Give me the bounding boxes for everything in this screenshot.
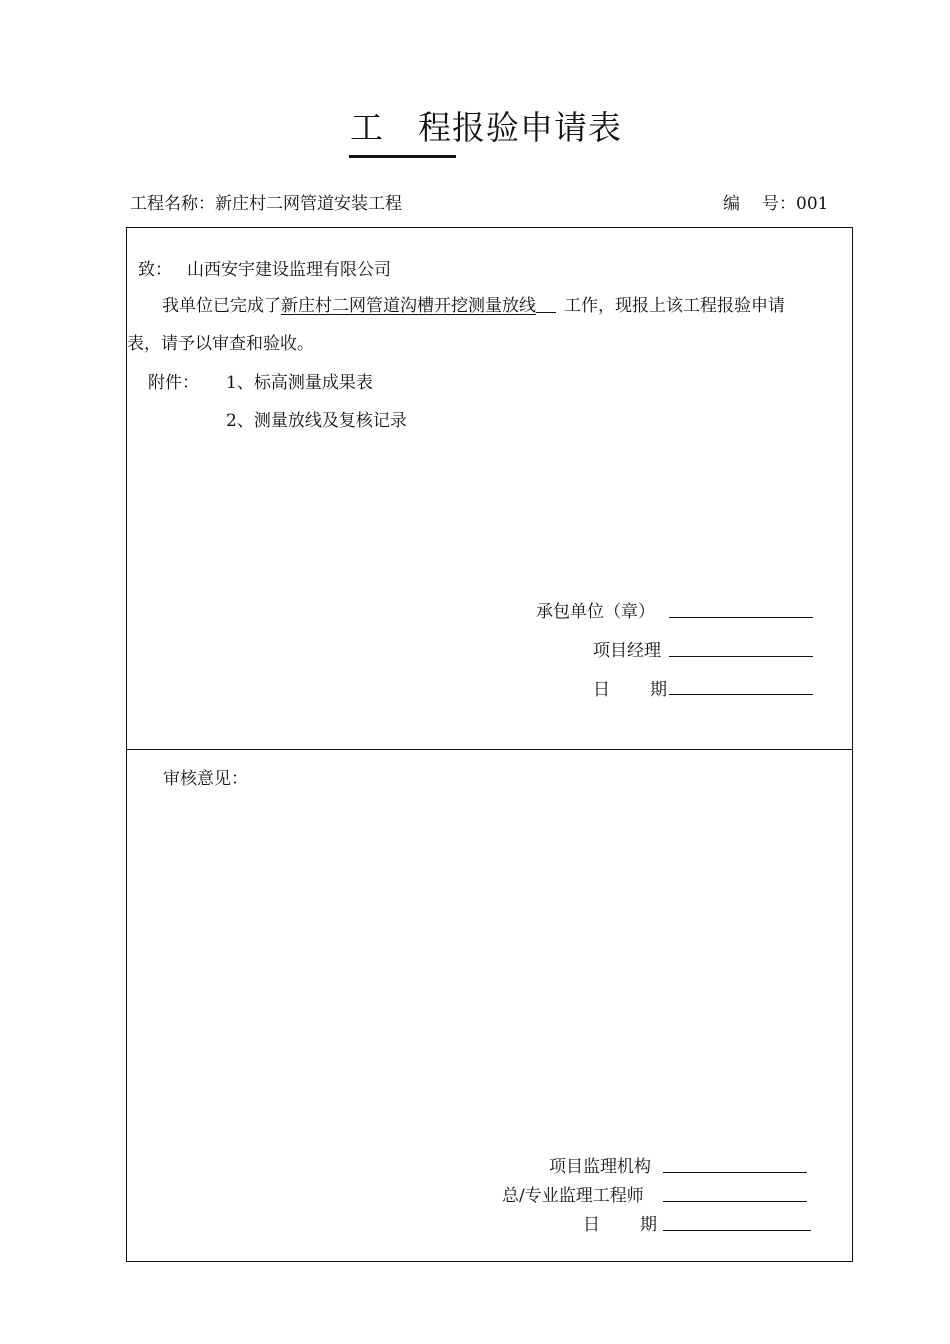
to-label: 致： [138, 260, 172, 280]
contractor-date-line [669, 694, 813, 695]
contractor-unit-label: 承包单位（章） [536, 602, 655, 622]
to-company: 山西安宇建设监理有限公司 [187, 260, 391, 280]
review-date-line [663, 1230, 811, 1231]
project-name-value: 新庄村二网管道安装工程 [215, 194, 402, 214]
contractor-date-char-1: 日 [593, 680, 610, 700]
review-date-char-1: 日 [583, 1215, 600, 1235]
supervision-org-signature-line [663, 1172, 807, 1173]
project-manager-label: 项目经理 [593, 641, 661, 661]
attachments-label: 附件： [148, 373, 199, 393]
supervising-engineer-label: 总/专业监理工程师 [502, 1186, 644, 1206]
title-underline [349, 155, 456, 158]
project-manager-signature-line [669, 656, 813, 657]
contractor-date-label [593, 675, 667, 700]
number-label-2: 号： [762, 194, 796, 214]
work-item-underline-tail [536, 294, 556, 313]
contractor-unit-signature-line [669, 617, 813, 618]
review-opinion-label: 审核意见： [163, 769, 248, 789]
body-paragraph-line-2: 表，请予以审查和验收。 [127, 334, 314, 354]
number-value: 001 [796, 194, 829, 214]
review-date-label [583, 1210, 657, 1235]
body-suffix: 工作，现报上该工程报验申请 [564, 296, 785, 316]
project-name-field [130, 189, 402, 214]
document-number-field [723, 189, 828, 214]
page-title [350, 102, 622, 149]
attachment-item-1: 1、标高测量成果表 [226, 373, 373, 393]
attachment-item-2: 2、测量放线及复核记录 [226, 411, 407, 431]
review-date-char-2: 期 [640, 1215, 657, 1235]
supervising-engineer-signature-line [663, 1201, 807, 1202]
table-row-divider [126, 749, 853, 750]
body-prefix: 我单位已完成了 [162, 296, 281, 316]
number-label-1: 编 [723, 194, 740, 214]
supervision-org-label: 项目监理机构 [549, 1157, 651, 1177]
contractor-date-char-2: 期 [650, 680, 667, 700]
work-item: 新庄村二网管道沟槽开挖测量放线 [281, 296, 536, 316]
title-part-1: 工 [350, 108, 384, 147]
body-paragraph-line-1 [162, 291, 785, 316]
project-name-label: 工程名称： [130, 194, 215, 214]
title-part-2: 程报验申请表 [418, 108, 622, 147]
